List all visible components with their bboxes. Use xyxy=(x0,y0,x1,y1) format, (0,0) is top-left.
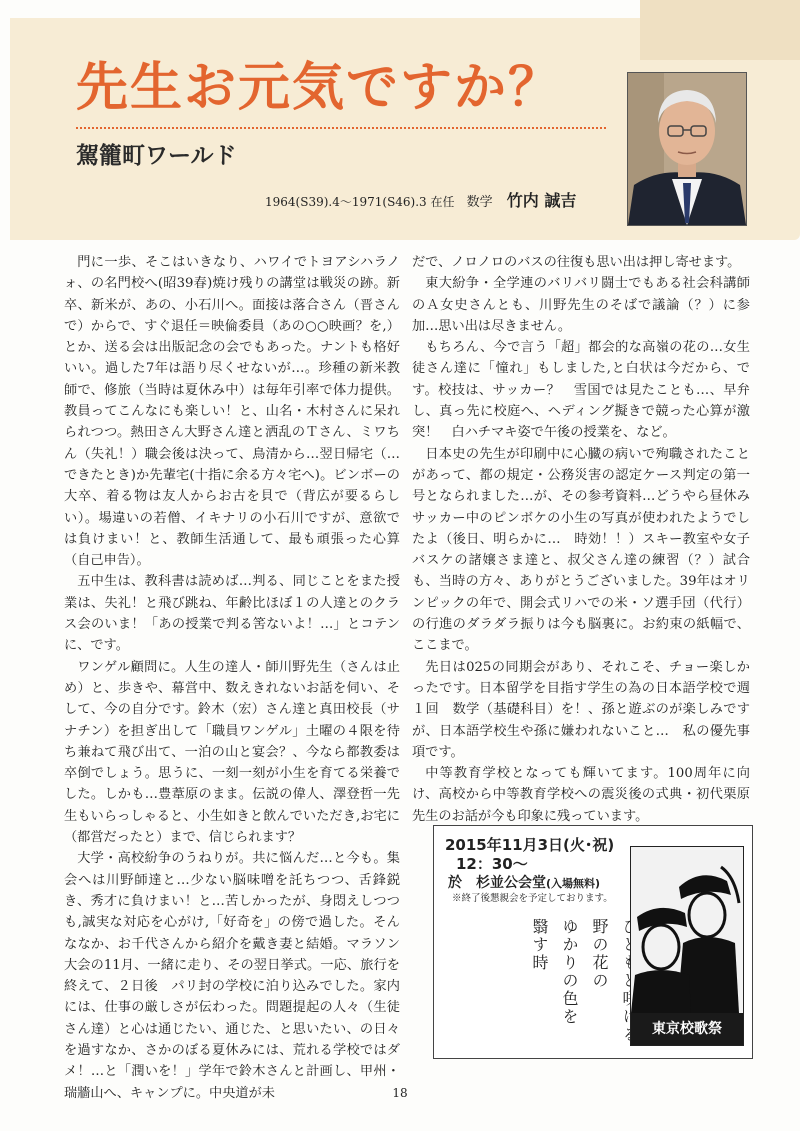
festival-poster xyxy=(630,846,744,1046)
paragraph: 五中生は、教科書は読めば…判る、同じことをまた授業は、失礼！と飛び跳ね、年齢比ほぼ１の人達とのクラス会のいま！「あの授業で判る筈ないよ！…」とコテンに、です。 xyxy=(64,574,400,654)
event-note: ※終了後懇親会を予定しております。 xyxy=(452,893,613,904)
poster-label: 東京校歌祭 xyxy=(631,1013,743,1045)
event-venue-name: 於 杉並公会堂 xyxy=(448,875,546,891)
article-right-column xyxy=(412,252,750,827)
paragraph: ワンゲル顧問に。人生の達人・師川野先生（さんは止め）と、歩きや、幕営中、数えきれないお話を伺い、そして、今の自分です。鈴木（宏）さん達と真田校長（サナチン）を担ぎ出して「職員ワンゲル」土曜の４限を待ち兼ねて飛び出て、一泊の山と宴会？、今なら都教委は卒倒でしょう。思うに、一刻一刻が小生を育てる栄養でした。しかも…豊葦原のまま。伝説の偉人、澤登哲一先生もいらっしゃると、小生如きと飲んでいただき,お宅に（都営だったと）まで、信じられます？ xyxy=(64,659,400,846)
teacher-portrait xyxy=(627,72,747,226)
event-date: 2015年11月3日(火･祝) xyxy=(445,836,615,854)
paragraph: 日本史の先生が印刷中に心臓の病いで殉職されたことがあって、都の規定・公務災害の認定ケース判定の第一号となられました…が、その参考資料…どうやら昼休みサッカー中のピンボケの小生の写真が使われたようでしたよ（後日、明らかに… 時効！！）スキー教室や女子バスケの諸嬢さま達と、叔父さん達の練習（？）試合も、当時の方々、ありがとうございました。39年はオリンピックの年で、開会式リハでの米・ソ選手団（代行）の行進のダラダラ振りは今も脳裏に。お約束の紙幅で、ここまで。 xyxy=(412,446,750,654)
paragraph: 門に一歩、そこはいきなり、ハワイでトヨアシハラノォ、の名門校へ(昭39春)焼け残りの講堂は戦災の跡。新卒、新米が、あの、小石川へ。面接は落合さん（晋さんで）からで、すぐ退任＝映倫委員（あの○○映画？を,）とか、送る会は出版記念の会でもあった。ナントも格好いい。過した7年は語り尽くせないが…。珍種の新米教師で、修旅（当時は夏休み中）は毎年引率で体力提供。教員ってこんなにも楽しい！と、山名・木村さんに呆れられつつ。熱田さん大野さん達と洒乱のＴさん、ミワちん（失礼！）職会後は決って、鳥清から…翌日帰宅（…できたとき)か先輩宅(十指に余る方々宅へ)。ビンボーの大卒、着る物は友人からお古を貝で（背広が要るらしい）。場違いの若僧、イキナリの小石川ですが、意欲では負けまい！と、教師生活通して、最も頑張った心算（自己申告）。 xyxy=(64,255,400,569)
poem-lines xyxy=(528,918,640,1044)
page-title: 先生お元気ですか？ xyxy=(76,58,563,118)
paragraph: だで、ノロノロのバスの往復も思い出は押し寄せます。 xyxy=(412,255,741,270)
poem-line: ゆかりの色を xyxy=(560,918,579,1026)
poem-line: 翳す時 xyxy=(530,918,549,972)
page-number: 18 xyxy=(392,1086,408,1100)
paragraph: 先日は025の同期会があり、それこそ、チョー楽しかったです。日本留学を目指す学生の為の日本語学校で週１回 数学（基礎科目）を！、孫と遊ぶのが楽しみですが、日本語学校生や孫に嫌われないこと… 私の優先事項です。 xyxy=(412,659,750,760)
article-left-column xyxy=(64,252,400,1104)
poster-students-illustration xyxy=(631,847,743,1013)
paragraph: 中等教育学校となっても輝いてます。100周年に向け、高校から中等教育学校への震災後の式典・初代栗原先生のお話が今も印象に残っています。 xyxy=(412,766,750,824)
paragraph: 東大紛争・全学連のバリバリ闘士でもある社会科講師のＡ女史さんとも、川野先生のそばで議論（？）に参加…思い出は尽きません。 xyxy=(412,276,750,334)
poem-line: 野の花の xyxy=(590,918,609,990)
tenure-dates: 1964(S39).4～1971(S46).3 在任 xyxy=(265,195,455,209)
tenure-line xyxy=(265,188,576,211)
paragraph: もちろん、今で言う「超」都会的な高嶺の花の…女生徒さん達に「憧れ」もしました,と白状は今だから、です。校技は、サッカー？ 雪国では見たことも…、早弁し、真っ先に校庭へ、ヘディング擬きで競った心算が激突！ 白ハチマキ姿で午後の授業を、など。 xyxy=(412,340,750,441)
teacher-name: 竹内 誠吉 xyxy=(506,191,577,210)
subtitle: 駕籠町ワールド xyxy=(76,143,237,169)
title-dotted-rule xyxy=(76,127,606,129)
tenure-subject: 数学 xyxy=(466,195,493,210)
event-time: 12：30～ xyxy=(456,855,528,873)
event-admission: (入場無料) xyxy=(546,877,601,890)
event-announcement xyxy=(433,825,753,1059)
event-venue xyxy=(448,872,600,892)
paragraph: 大学・高校紛争のうねりが。共に悩んだ…と今も。集会へは川野師達と…少ない脳味噌を託ちつつ、舌鋒鋭き、秀才に負けまい！と…苦しかったが、身悶えしつつも,誠実な対応を心がけ,「好奇を」の傍で過した。そんななか、お千代さんから紹介を戴き妻と結婚。マラソン大会の11月、一緒に走り、その翌日挙式。一応、旅行を終えて、２日後 パリ封の学校に泊り込みでした。家内には、仕事の厳しさが伝わった。問題提起の人々（生徒さん達）と心は通じたい、通じた、と思いたい、の日々を過すなか、さかのぼる夏休みには、荒れる学校ではダメ！…と「潤いを！」学年で鈴木さんと計画し、甲州・瑞牆山へ、キャンプに。中央道が未 xyxy=(64,851,400,1101)
